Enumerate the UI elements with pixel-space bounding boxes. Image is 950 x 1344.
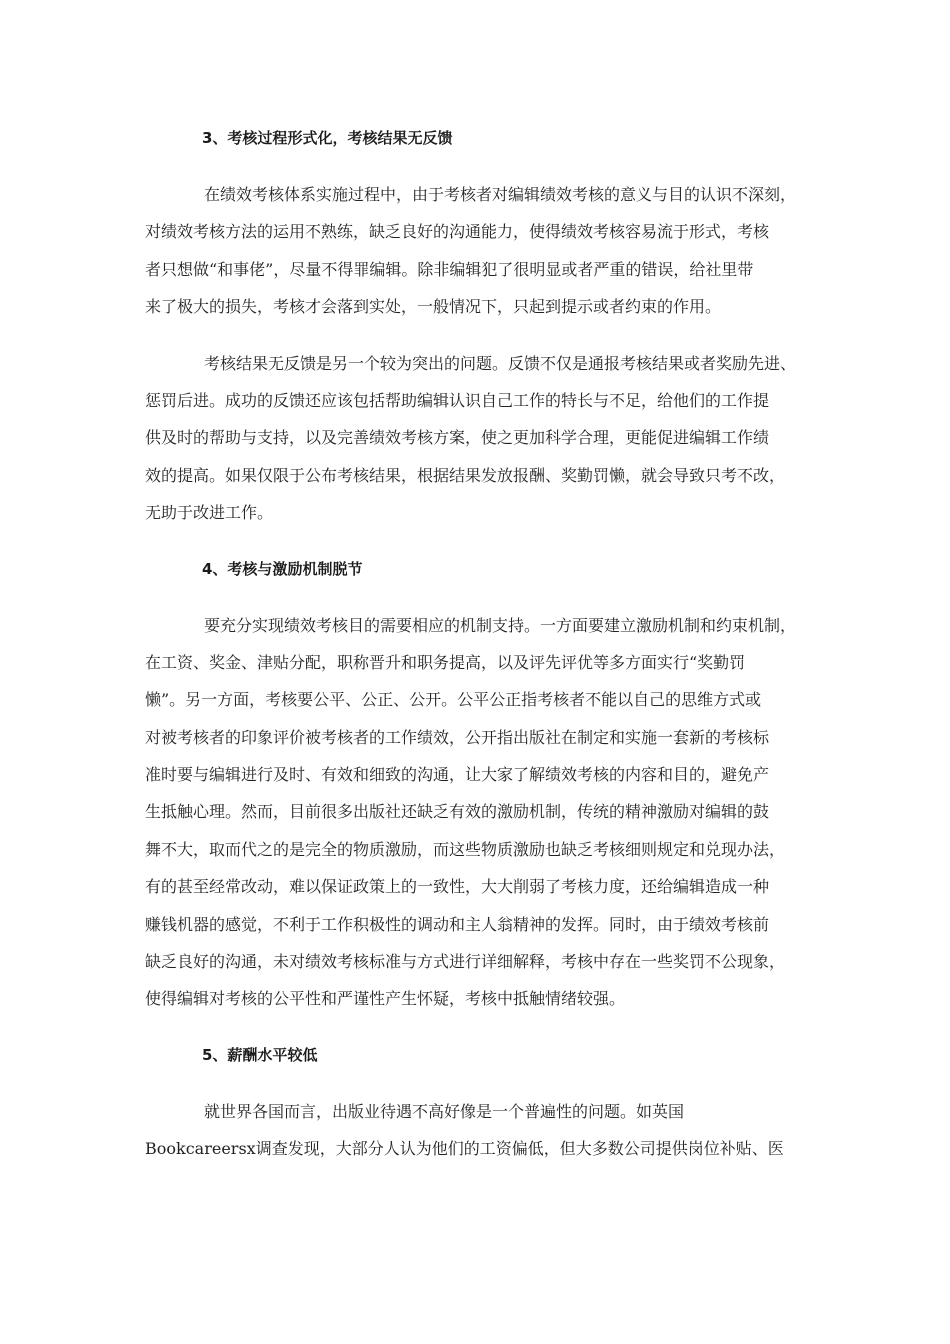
text-line: 舞不大，取而代之的是完全的物质激励，而这些物质激励也缺乏考核细则规定和兑现办法， <box>145 839 786 859</box>
text-line: 有的甚至经常改动，难以保证政策上的一致性，大大削弱了考核力度，还给编辑造成一种 <box>145 877 770 897</box>
paragraph <box>145 1093 815 1168</box>
text-line: 无助于改进工作。 <box>145 503 274 523</box>
text-line: 准时要与编辑进行及时、有效和细致的沟通，让大家了解绩效考核的内容和目的，避免产 <box>145 765 770 785</box>
text-line: Bookcareersx调查发现，大部分人认为他们的工资偏低，但大多数公司提供岗位补贴、医 <box>145 1139 784 1159</box>
text-line: 供及时的帮助与支持，以及完善绩效考核方案，使之更加科学合理，更能促进编辑工作绩 <box>145 428 770 448</box>
text-line: 来了极大的损失，考核才会落到实处，一般情况下，只起到提示或者约束的作用。 <box>145 297 722 317</box>
text-line: 对绩效考核方法的运用不熟练，缺乏良好的沟通能力，使得绩效考核容易流于形式，考核 <box>145 222 770 242</box>
paragraph <box>145 607 815 1018</box>
document-body <box>145 120 815 1187</box>
text-line: 缺乏良好的沟通，未对绩效考核标准与方式进行详细解释，考核中存在一些奖罚不公现象， <box>145 952 786 972</box>
text-line: 懒”。另一方面，考核要公平、公正、公开。公平公正指考核者不能以自己的思维方式或 <box>145 690 762 710</box>
text-line: 者只想做“和事佬”，尽量不得罪编辑。除非编辑犯了很明显或者严重的错误，给社里带 <box>145 259 754 279</box>
text-line: 效的提高。如果仅限于公布考核结果，根据结果发放报酬、奖勤罚懒，就会导致只考不改， <box>145 465 786 485</box>
text-line: 考核结果无反馈是另一个较为突出的问题。反馈不仅是通报考核结果或者奖励先进、 <box>204 353 797 373</box>
section-heading-4: 4、考核与激励机制脱节 <box>202 559 363 578</box>
text-line: 生抵触心理。然而，目前很多出版社还缺乏有效的激励机制，传统的精神激励对编辑的鼓 <box>145 802 770 822</box>
paragraph <box>145 176 815 326</box>
text-line: 在工资、奖金、津贴分配，职称晋升和职务提高，以及评先评优等多方面实行“奖勤罚 <box>145 652 746 672</box>
text-line: 要充分实现绩效考核目的需要相应的机制支持。一方面要建立激励机制和约束机制， <box>204 615 797 635</box>
text-line: 就世界各国而言，出版业待遇不高好像是一个普遍性的问题。如英国 <box>204 1101 685 1121</box>
section-heading-5: 5、薪酬水平较低 <box>202 1045 318 1064</box>
paragraph <box>145 345 815 532</box>
text-line: 赚钱机器的感觉，不利于工作积极性的调动和主人翁精神的发挥。同时，由于绩效考核前 <box>145 914 770 934</box>
text-line: 在绩效考核体系实施过程中，由于考核者对编辑绩效考核的意义与目的认识不深刻， <box>204 185 797 204</box>
text-line: 使得编辑对考核的公平性和严谨性产生怀疑，考核中抵触情绪较强。 <box>145 989 626 1009</box>
text-line: 对被考核者的印象评价被考核者的工作绩效，公开指出版社在制定和实施一套新的考核标 <box>145 727 770 747</box>
text-line: 惩罚后进。成功的反馈还应该包括帮助编辑认识自己工作的特长与不足，给他们的工作提 <box>145 390 770 410</box>
section-heading-3: 3、考核过程形式化，考核结果无反馈 <box>202 129 453 147</box>
